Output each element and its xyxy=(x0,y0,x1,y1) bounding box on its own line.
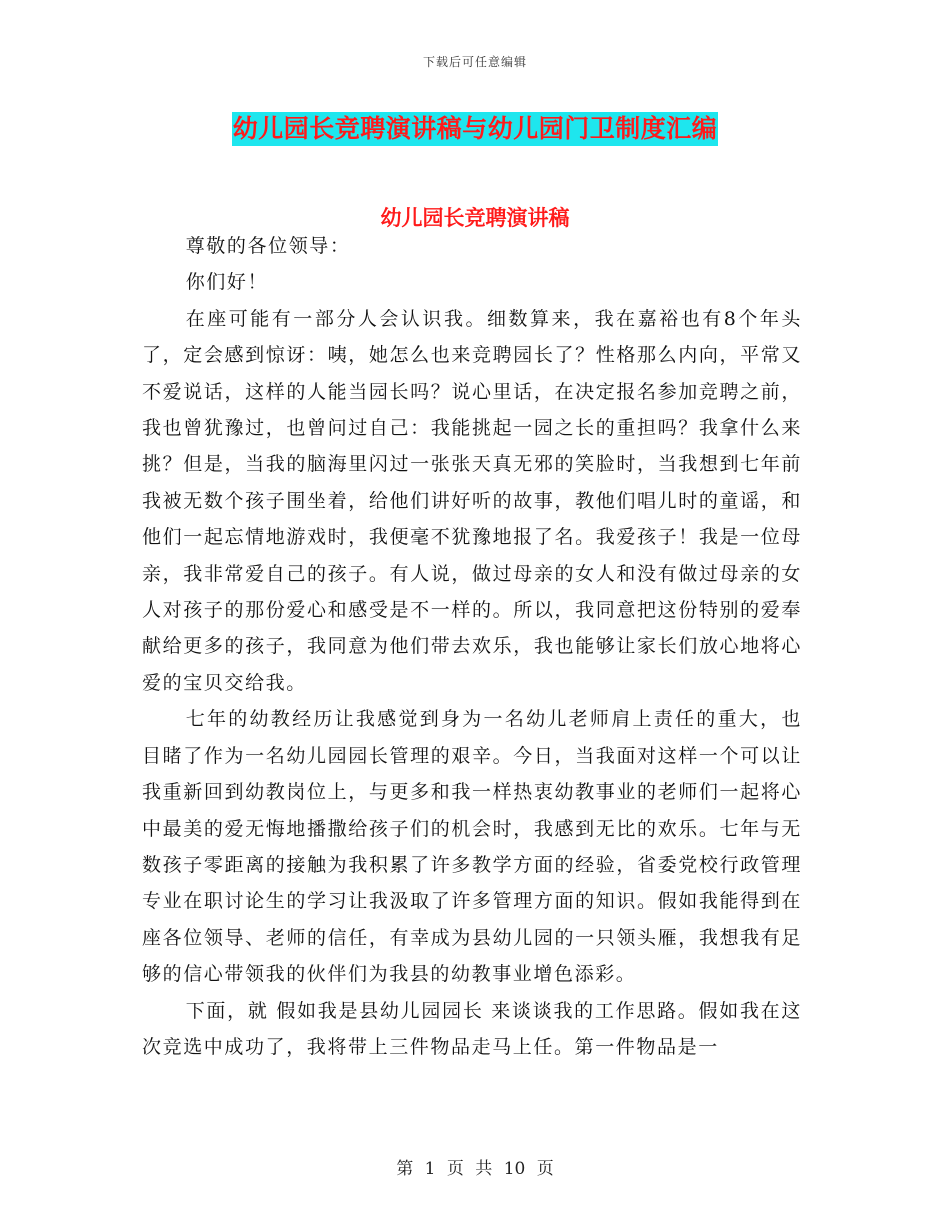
paragraph: 下面，就 假如我是县幼儿园园长 来谈谈我的工作思路。假如我在这次竞选中成功了，我将带上三件物品走马上任。第一件物品是一 xyxy=(142,999,802,1058)
document-title-text: 幼儿园长竞聘演讲稿与幼儿园门卫制度汇编 xyxy=(232,112,719,146)
paragraph: 七年的幼教经历让我感觉到身为一名幼儿老师肩上责任的重大，也目睹了作为一名幼儿园园长管理的艰辛。今日，当我面对这样一个可以让我重新回到幼教岗位上，与更多和我一样热衷幼教事业的老师们一起将心中最美的爱无悔地播撒给孩子们的机会时，我感到无比的欢乐。七年与无数孩子零距离的接触为我积累了许多教学方面的经验，省委党校行政管理专业在职讨论生的学习让我汲取了许多管理方面的知识。假如我能得到在座各位领导、老师的信任，有幸成为县幼儿园的一只领头雁，我想我有足够的信心带领我的伙伴们为我县的幼教事业增色添彩。 xyxy=(142,708,802,986)
page-footer: 第 1 页 共 10 页 xyxy=(396,1159,554,1179)
paragraph: 在座可能有一部分人会认识我。细数算来，我在嘉裕也有8个年头了，定会感到惊讶：咦，她怎么也来竞聘园长了？性格那么内向，平常又不爱说话，这样的人能当园长吗？说心里话，在决定报名参加竞聘之前，我也曾犹豫过，也曾问过自己：我能挑起一园之长的重担吗？我拿什么来挑？但是，当我的脑海里闪过一张张天真无邪的笑脸时，当我想到七年前我被无数个孩子围坐着，给他们讲好听的故事，教他们唱儿时的童谣，和他们一起忘情地游戏时，我便毫不犹豫地报了名。我爱孩子！我是一位母亲，我非常爱自己的孩子。有人说，做过母亲的女人和没有做过母亲的女人对孩子的那份爱心和感受是不一样的。所以，我同意把这份特别的爱奉献给更多的孩子，我同意为他们带去欢乐，我也能够让家长们放心地将心爱的宝贝交给我。 xyxy=(142,307,802,694)
header-note: 下载后可任意编辑 xyxy=(422,55,527,69)
salutation: 尊敬的各位领导： xyxy=(185,235,351,257)
document-title xyxy=(0,112,950,146)
greeting: 你们好！ xyxy=(185,271,269,294)
body-text xyxy=(142,228,802,1065)
section-title: 幼儿园长竞聘演讲稿 xyxy=(380,205,570,230)
